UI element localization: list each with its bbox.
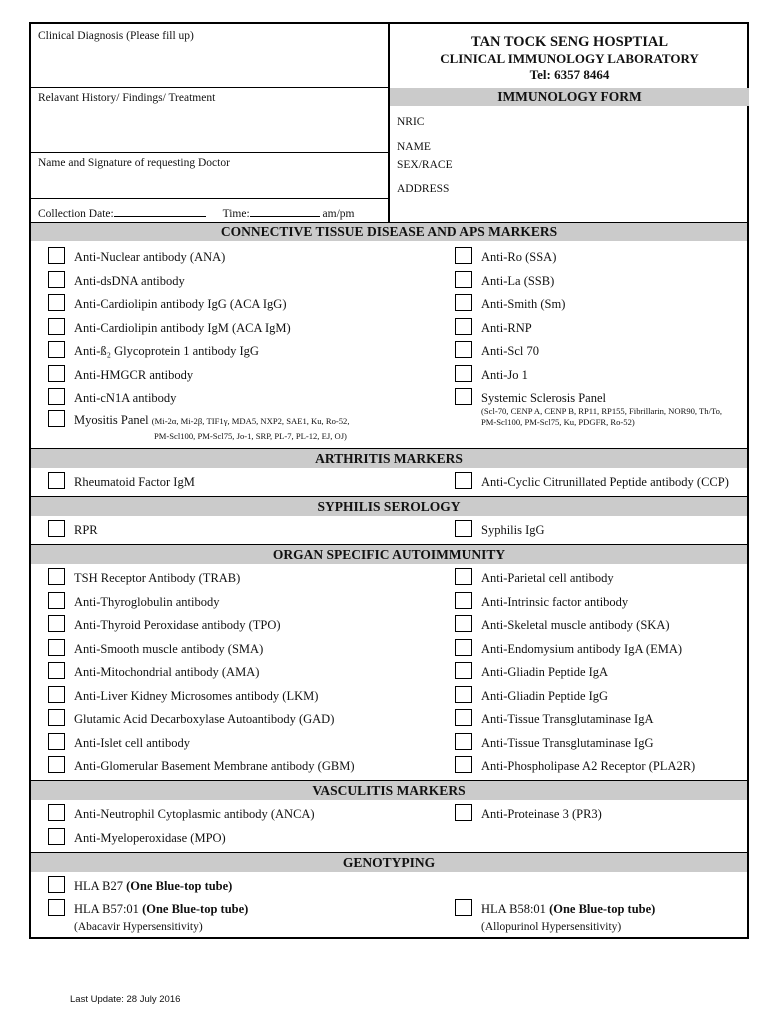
test-label: Anti-Gliadin Peptide IgA: [481, 665, 609, 679]
form-title: IMMUNOLOGY FORM: [390, 88, 749, 106]
test-label: Anti-Cyclic Citrunillated Peptide antibody (CCP): [481, 475, 729, 489]
test-label: Anti-Cardiolipin antibody IgG (ACA IgG): [74, 297, 287, 311]
checkbox-ttg-igg[interactable]: [455, 733, 472, 750]
immunology-request-form: [29, 22, 749, 939]
checkbox-hla-b5701[interactable]: [48, 899, 65, 916]
tube-note: (One Blue-top tube): [142, 902, 249, 916]
checkbox-scl70[interactable]: [455, 341, 472, 358]
test-label: Rheumatoid Factor IgM: [74, 475, 195, 489]
collection-date-label: Collection Date:: [38, 208, 114, 220]
checkbox-anca[interactable]: [48, 804, 65, 821]
test-label: Anti-Nuclear antibody (ANA): [74, 250, 226, 264]
divider: [31, 198, 389, 199]
ssc-panel-detail: PM-Scl100, PM-Scl75, Ku, PDGFR, Ro-52): [481, 417, 635, 427]
ssc-panel-detail: (Scl-70, CENP A, CENP B, RP11, RP155, Fibrillarin, NOR90, Th/To,: [481, 406, 723, 416]
test-label: Anti-Jo 1: [481, 368, 528, 382]
divider: [31, 152, 389, 153]
tube-note: (One Blue-top tube): [126, 879, 233, 893]
checkbox-ama[interactable]: [48, 662, 65, 679]
checkbox-thyroglobulin[interactable]: [48, 592, 65, 609]
test-label: HLA B57:01: [74, 902, 139, 916]
checkbox-ccp[interactable]: [455, 472, 472, 489]
test-label: Anti-RNP: [481, 321, 532, 335]
test-label: Anti-Mitochondrial antibody (AMA): [74, 665, 260, 679]
checkbox-pr3[interactable]: [455, 804, 472, 821]
checkbox-sma[interactable]: [48, 639, 65, 656]
checkbox-b2-glycoprotein[interactable]: [48, 341, 65, 358]
test-label: Anti-Smith (Sm): [481, 297, 566, 311]
test-label: Anti-Neutrophil Cytoplasmic antibody (ANCA): [74, 807, 315, 821]
checkbox-ska[interactable]: [455, 615, 472, 632]
myositis-panel-detail: PM-Scl100, PM-Scl75, Jo-1, SRP, PL-7, PL-12, EJ, OJ): [154, 431, 347, 441]
tube-note: (One Blue-top tube): [549, 902, 656, 916]
test-label: Anti-dsDNA antibody: [74, 274, 185, 288]
checkbox-lkm[interactable]: [48, 686, 65, 703]
time-field[interactable]: [250, 204, 320, 217]
checkbox-mpo[interactable]: [48, 828, 65, 845]
test-label: Anti-Ro (SSA): [481, 250, 557, 264]
test-label: Anti-ß₂ Glycoprotein 1 antibody IgG: [74, 344, 259, 358]
checkbox-ttg-iga[interactable]: [455, 709, 472, 726]
checkbox-jo1[interactable]: [455, 365, 472, 382]
checkbox-pla2r[interactable]: [455, 756, 472, 773]
checkbox-rpr[interactable]: [48, 520, 65, 537]
hla-b5801-row: [481, 902, 655, 917]
checkbox-dsdna[interactable]: [48, 271, 65, 288]
test-label: Anti-Parietal cell antibody: [481, 571, 614, 585]
section-header-arthritis: ARTHRITIS MARKERS: [31, 448, 747, 468]
myositis-panel-label: Myositis Panel: [74, 413, 149, 427]
section-header-syphilis: SYPHILIS SEROLOGY: [31, 496, 747, 516]
checkbox-aca-igg[interactable]: [48, 294, 65, 311]
section-header-vasculitis: VASCULITIS MARKERS: [31, 780, 747, 800]
checkbox-gbm[interactable]: [48, 756, 65, 773]
hla-b27-row: [74, 879, 232, 894]
checkbox-gad[interactable]: [48, 709, 65, 726]
checkbox-tpo[interactable]: [48, 615, 65, 632]
clinical-diagnosis-label: Clinical Diagnosis (Please fill up): [38, 30, 194, 42]
section-header-genotyping: GENOTYPING: [31, 852, 747, 872]
last-update: Last Update: 28 July 2016: [70, 994, 181, 1005]
test-label: Anti-Intrinsic factor antibody: [481, 595, 629, 609]
test-label: Anti-HMGCR antibody: [74, 368, 194, 382]
test-label: Anti-Proteinase 3 (PR3): [481, 807, 602, 821]
test-label: Anti-Endomysium antibody IgA (EMA): [481, 642, 683, 656]
checkbox-gliadin-iga[interactable]: [455, 662, 472, 679]
allopurinol-note: (Allopurinol Hypersensitivity): [481, 921, 622, 933]
test-label: Syphilis IgG: [481, 523, 545, 537]
section-header-organ: ORGAN SPECIFIC AUTOIMMUNITY: [31, 544, 747, 564]
checkbox-rf-igm[interactable]: [48, 472, 65, 489]
checkbox-intrinsic-factor[interactable]: [455, 592, 472, 609]
checkbox-trab[interactable]: [48, 568, 65, 585]
test-label: RPR: [74, 523, 98, 537]
address-label: ADDRESS: [397, 183, 450, 195]
hospital-name: TAN TOCK SENG HOSPTIAL: [470, 34, 668, 50]
ampm-label: am/pm: [322, 208, 355, 220]
test-label: Anti-Gliadin Peptide IgG: [481, 689, 609, 703]
myositis-panel-row: [74, 413, 349, 428]
requesting-doctor-label: Name and Signature of requesting Doctor: [38, 157, 230, 169]
test-label: Anti-Glomerular Basement Membrane antibody (GBM): [74, 759, 355, 773]
lab-name: CLINICAL IMMUNOLOGY LABORATORY: [440, 51, 699, 66]
checkbox-systemic-sclerosis-panel[interactable]: [455, 388, 472, 405]
checkbox-rnp[interactable]: [455, 318, 472, 335]
checkbox-la-ssb[interactable]: [455, 271, 472, 288]
nric-label: NRIC: [397, 116, 425, 128]
test-label: Anti-Liver Kidney Microsomes antibody (LKM): [74, 689, 319, 703]
checkbox-parietal-cell[interactable]: [455, 568, 472, 585]
collection-date-row: [38, 204, 354, 220]
abacavir-note: (Abacavir Hypersensitivity): [74, 921, 203, 933]
divider: [31, 87, 389, 88]
test-label: Anti-Cardiolipin antibody IgM (ACA IgM): [74, 321, 291, 335]
name-label: NAME: [397, 141, 431, 153]
test-label: HLA B27: [74, 879, 123, 893]
test-label: Anti-Smooth muscle antibody (SMA): [74, 642, 264, 656]
checkbox-cn1a[interactable]: [48, 388, 65, 405]
checkbox-hla-b27[interactable]: [48, 876, 65, 893]
time-label: Time:: [222, 208, 250, 220]
test-label: Anti-Tissue Transglutaminase IgG: [481, 736, 654, 750]
test-label: TSH Receptor Antibody (TRAB): [74, 571, 241, 585]
test-label: HLA B58:01: [481, 902, 546, 916]
test-label: Anti-Phospholipase A2 Receptor (PLA2R): [481, 759, 696, 773]
checkbox-syphilis-igg[interactable]: [455, 520, 472, 537]
lab-telephone: Tel: 6357 8464: [529, 67, 610, 82]
checkbox-islet-cell[interactable]: [48, 733, 65, 750]
test-label: Anti-La (SSB): [481, 274, 555, 288]
relevant-history-label: Relavant History/ Findings/ Treatment: [38, 92, 216, 104]
collection-date-field[interactable]: [114, 204, 206, 217]
test-label: Anti-Tissue Transglutaminase IgA: [481, 712, 654, 726]
checkbox-ro-ssa[interactable]: [455, 247, 472, 264]
checkbox-aca-igm[interactable]: [48, 318, 65, 335]
hla-b5701-row: [74, 902, 248, 917]
sex-race-label: SEX/RACE: [397, 159, 453, 171]
checkbox-myositis-panel[interactable]: [48, 410, 65, 427]
myositis-panel-detail: (Mi-2α, Mi-2β, TIF1γ, MDA5, NXP2, SAE1, Ku, Ro-52,: [151, 416, 350, 426]
checkbox-hmgcr[interactable]: [48, 365, 65, 382]
section-header-ctd: CONNECTIVE TISSUE DISEASE AND APS MARKERS: [31, 222, 747, 241]
test-label: Anti-Skeletal muscle antibody (SKA): [481, 618, 670, 632]
checkbox-hla-b5801[interactable]: [455, 899, 472, 916]
ssc-panel-label: Systemic Sclerosis Panel: [481, 391, 606, 405]
test-label: Anti-Thyroid Peroxidase antibody (TPO): [74, 618, 281, 632]
test-label: Anti-Scl 70: [481, 344, 539, 358]
test-label: Glutamic Acid Decarboxylase Autoantibody (GAD): [74, 712, 335, 726]
test-label: Anti-cN1A antibody: [74, 391, 177, 405]
test-label: Anti-Islet cell antibody: [74, 736, 190, 750]
test-label: Anti-Myeloperoxidase (MPO): [74, 831, 226, 845]
checkbox-ana[interactable]: [48, 247, 65, 264]
checkbox-gliadin-igg[interactable]: [455, 686, 472, 703]
checkbox-smith[interactable]: [455, 294, 472, 311]
test-label: Anti-Thyroglobulin antibody: [74, 595, 220, 609]
checkbox-ema[interactable]: [455, 639, 472, 656]
